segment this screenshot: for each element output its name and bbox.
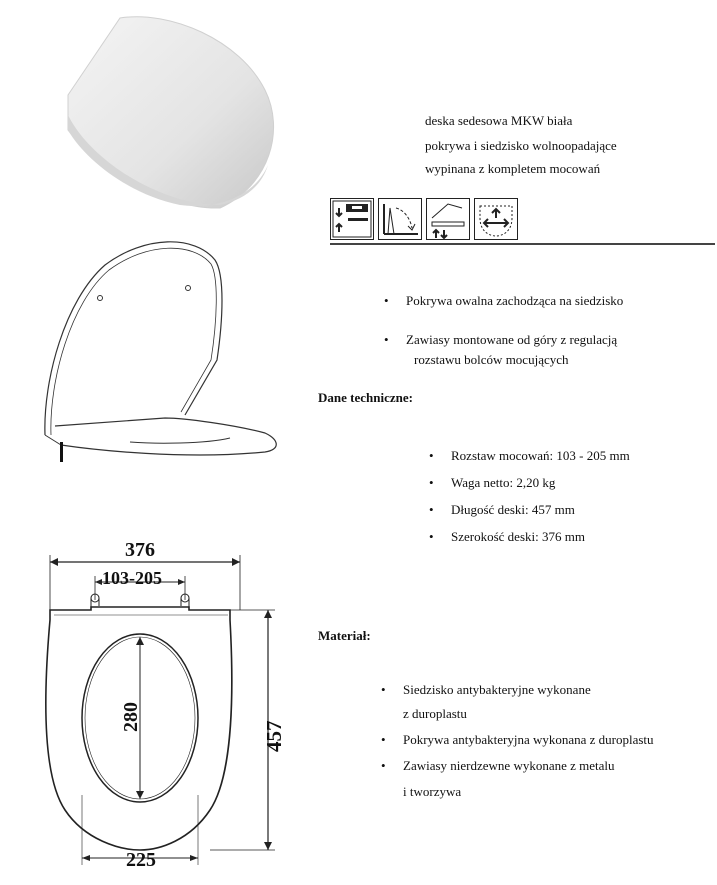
dim-width: 376 (125, 539, 155, 561)
material-item-continuation: i tworzywa (403, 784, 462, 799)
product-desc-line: pokrywa i siedzisko wolnoopadające (425, 138, 617, 153)
tech-item: • Rozstaw mocowań: 103 - 205 mm (451, 447, 630, 465)
tech-item: • Długość deski: 457 mm (451, 501, 575, 519)
material-item: • Zawiasy nierdzewne wykonane z metalu (403, 757, 615, 775)
feature-item: • Zawiasy montowane od góry z regulacją (406, 331, 617, 349)
material-item: • Pokrywa antybakteryjna wykonana z duroplastu (403, 731, 654, 749)
tech-item: • Szerokość deski: 376 mm (451, 528, 585, 546)
feature-item-continuation: rozstawu bolców mocujących (414, 352, 569, 367)
seat-photo-closed (50, 0, 290, 210)
section-divider (330, 243, 715, 245)
top-mount-wrench-icon (330, 198, 374, 240)
dim-inner-length: 280 (120, 702, 142, 732)
soft-close-icon (378, 198, 422, 240)
feature-icons (330, 198, 518, 240)
material-item: • Siedzisko antybakteryjne wykonane (403, 681, 591, 699)
material-heading: Materiał: (318, 628, 371, 643)
dim-length: 457 (262, 720, 286, 752)
tech-item: • Waga netto: 2,20 kg (451, 474, 555, 492)
dimension-diagram (30, 540, 290, 880)
quick-release-icon (474, 198, 518, 240)
material-item-continuation: z duroplastu (403, 706, 467, 721)
seat-drawing-open (35, 230, 285, 470)
feature-item: • Pokrywa owalna zachodząca na siedzisko (406, 292, 623, 310)
tech-heading: Dane techniczne: (318, 390, 413, 405)
dim-bolt-spacing: 103-205 (102, 568, 162, 588)
dim-inner-width: 225 (126, 849, 156, 871)
product-desc-line: wypinana z kompletem mocowań (425, 161, 601, 176)
lift-seat-icon (426, 198, 470, 240)
product-name: deska sedesowa MKW biała (425, 113, 573, 128)
